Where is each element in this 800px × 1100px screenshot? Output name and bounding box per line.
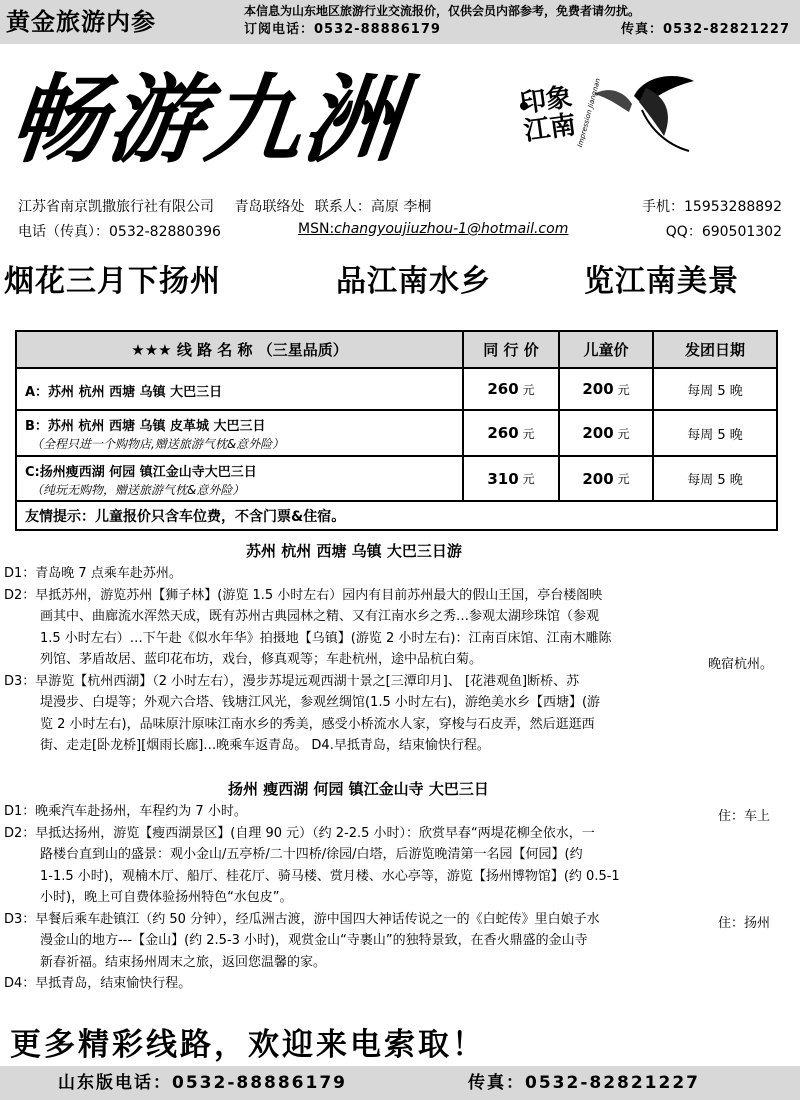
header-notice: 本信息为山东地区旅游行业交流报价，仅供会员内部参考，免费者请勿扰。	[244, 4, 641, 18]
peer-price-cell	[462, 455, 560, 502]
child-price-cell	[558, 409, 654, 457]
logo-subtext: Impression Jiangnan	[576, 77, 603, 149]
itinerary-2-body	[4, 801, 796, 995]
itinerary-line: 画其中、曲廊流水浑然天成，既有苏州古典园林之精、又有江南水乡之秀…参观太湖珍珠馆（参观	[40, 609, 600, 624]
route-name: A：苏州 杭州 西塘 乌镇 大巴三日	[25, 385, 223, 400]
itinerary-line: 街、走走[卧龙桥][烟雨长廊]…晚乘车返青岛。 D4.早抵青岛，结束愉快行程。	[40, 738, 490, 753]
footer-fax: 传真：0532-82821227	[468, 1073, 700, 1093]
contact-persons: 联系人：高原 李桐	[314, 199, 432, 215]
itinerary-line: D1：晚乘汽车赴扬州，车程约为 7 小时。	[4, 804, 247, 819]
itinerary-1-title: 苏州 杭州 西塘 乌镇 大巴三日游	[246, 542, 462, 560]
table-row	[15, 367, 464, 411]
qq-number: QQ：690501302	[665, 224, 782, 240]
price-unit: 元	[522, 472, 535, 486]
price-unit: 元	[617, 426, 630, 441]
contact-line-2	[18, 221, 788, 241]
table-row	[15, 409, 464, 457]
footer-phone: 山东版电话：0532-88886179	[58, 1073, 347, 1093]
friendly-tip: 友情提示：儿童报价只含车位费，不含门票&住宿。	[25, 509, 346, 525]
table-header-date: 发团日期	[652, 330, 778, 369]
footer-banner: 更多精彩线路，欢迎来电索取！	[10, 1027, 486, 1063]
headline-part-3: 览江南美景	[584, 264, 739, 299]
phone-fax: 电话（传真）：0532-82880396	[18, 224, 221, 240]
mobile-number: 手机：15953288892	[642, 199, 782, 215]
itinerary-line: 漫金山的地方---【金山】(约 2.5-3 小时)，观赏金山“寺裹山”的独特景致，在香火鼎盛的金山寺	[40, 933, 588, 948]
route-name: B：苏州 杭州 西塘 乌镇 皮革城 大巴三日	[25, 419, 266, 434]
price-unit: 元	[522, 382, 535, 397]
peer-price: 260	[487, 380, 519, 398]
itinerary-line: 1.5 小时左右）…下午赴《似水年华》拍摄地【乌镇】(游览 2 小时左右)：江南百床馆、江南木雕陈	[40, 630, 612, 646]
child-price-cell	[558, 367, 654, 411]
peer-price-cell	[462, 409, 560, 457]
child-price: 200	[582, 380, 614, 398]
itinerary-line: 列馆、茅盾故居、蓝印花布坊，戏台，修真观等；车赴杭州，途中品杭白菊。	[40, 652, 483, 667]
contact-line-1	[18, 196, 788, 216]
child-price: 200	[582, 424, 614, 442]
order-phone: 订阅电话：0532-88886179	[244, 22, 441, 37]
company-name: 江苏省南京凯撒旅行社有限公司	[18, 199, 214, 215]
itinerary-line: D3：早游览【杭州西湖】（2 小时左右），漫步苏堤远观西湖十景之[三潭印月]、 [花港观鱼]断桥、苏	[4, 673, 580, 689]
itinerary-line: D1：青岛晚 7 点乘车赴苏州。	[4, 566, 182, 581]
headline-part-1: 烟花三月下扬州	[4, 264, 221, 299]
departure-date: 每周 5 晚	[652, 367, 778, 411]
itinerary-line: 路楼台直到山的盛景：观小金山/五亭桥/二十四桥/徐园/白塔，后游览晚清第一名园【何园】(约	[40, 847, 583, 862]
peer-price-cell	[462, 367, 560, 411]
child-price: 200	[582, 469, 614, 488]
office-name: 青岛联络处	[234, 199, 305, 215]
bottom-bar	[0, 1066, 800, 1100]
route-note: （全程只进一个购物店,赠送旅游气枕&意外险）	[31, 437, 285, 451]
departure-date: 每周 5 晚	[652, 409, 778, 457]
headline	[4, 258, 796, 306]
stay-note-bus: 住：车上	[718, 809, 771, 824]
table-header-route: ★★★ 线 路 名 称 （三星品质）	[15, 330, 464, 369]
table-header-child-price: 儿童价	[558, 330, 654, 369]
itinerary-line: 小时)，晚上可自费体验扬州特色“水包皮”。	[40, 890, 293, 905]
itinerary-line: D2：早抵达扬州，游览【瘦西湖景区】(自理 90 元）（约 2-2.5 小时）：欣赏早春“两堤花柳全依水，一	[4, 825, 595, 841]
msn-contact	[298, 221, 568, 237]
header-fax: 传真：0532-82821227	[621, 22, 790, 37]
price-unit: 元	[617, 382, 630, 397]
msn-address[interactable]: changyoujiuzhou-1@hotmail.com	[334, 221, 569, 237]
itinerary-line: 览 2 小时左右)，品味原汁原味江南水乡的秀美，感受小桥流水人家，穿梭与石皮弄，然后逛逛西	[40, 716, 595, 732]
itinerary-2-title: 扬州 瘦西湖 何园 镇江金山寺 大巴三日	[228, 780, 489, 798]
itinerary-line: D2：早抵苏州，游览苏州【狮子林】(游览 1.5 小时左右）园内有目前苏州最大的假山王国，亭台楼阁映	[4, 587, 603, 603]
itinerary-line: 1-1.5 小时)，观楠木厅、船厅、桂花厅、骑马楼、赏月楼、水心亭等，游览【扬州博物馆】(约 0.5-1	[40, 868, 620, 884]
header-phones	[244, 22, 794, 38]
itinerary-line: 新春祈福。结束扬州周末之旅，返回您温馨的家。	[40, 954, 327, 970]
brand-logo	[514, 66, 704, 176]
brand-title: 畅游九洲	[4, 63, 408, 176]
itinerary-1-body	[4, 563, 796, 757]
masthead-title: 黄金旅游内参	[6, 8, 156, 36]
child-price-cell	[558, 455, 654, 502]
stay-note-hangzhou: 晚宿杭州。	[708, 657, 774, 672]
price-unit: 元	[522, 426, 535, 441]
peer-price: 310	[487, 469, 519, 488]
table-row	[15, 455, 464, 502]
headline-part-2: 品江南水乡	[336, 264, 491, 299]
peer-price: 260	[487, 424, 519, 442]
route-note: （纯玩无购物，赠送旅游气枕&意外险）	[31, 483, 245, 497]
departure-date: 每周 5 晚	[652, 455, 778, 502]
price-table	[15, 330, 778, 531]
route-name: C:扬州瘦西湖 何园 镇江金山寺大巴三日	[25, 465, 257, 480]
itinerary-line: D4：早抵青岛，结束愉快行程。	[4, 976, 192, 991]
msn-label: MSN:	[298, 221, 335, 237]
itinerary-line: 堤漫步、白堤等；外观六合塔、钱塘江风光，参观丝绸馆(1.5 小时左右)，游绝美水乡【西塘】(游	[40, 695, 601, 710]
table-header-peer-price: 同 行 价	[462, 330, 560, 369]
logo-text: 印象江南	[518, 82, 578, 147]
itinerary-line: D3：早餐后乘车赴镇江（约 50 分钟），经瓜洲古渡，游中国四大神话传说之一的《白蛇传》里白娘子水	[4, 911, 600, 927]
stay-note-yangzhou: 住：扬州	[718, 916, 771, 931]
price-unit: 元	[617, 472, 630, 486]
